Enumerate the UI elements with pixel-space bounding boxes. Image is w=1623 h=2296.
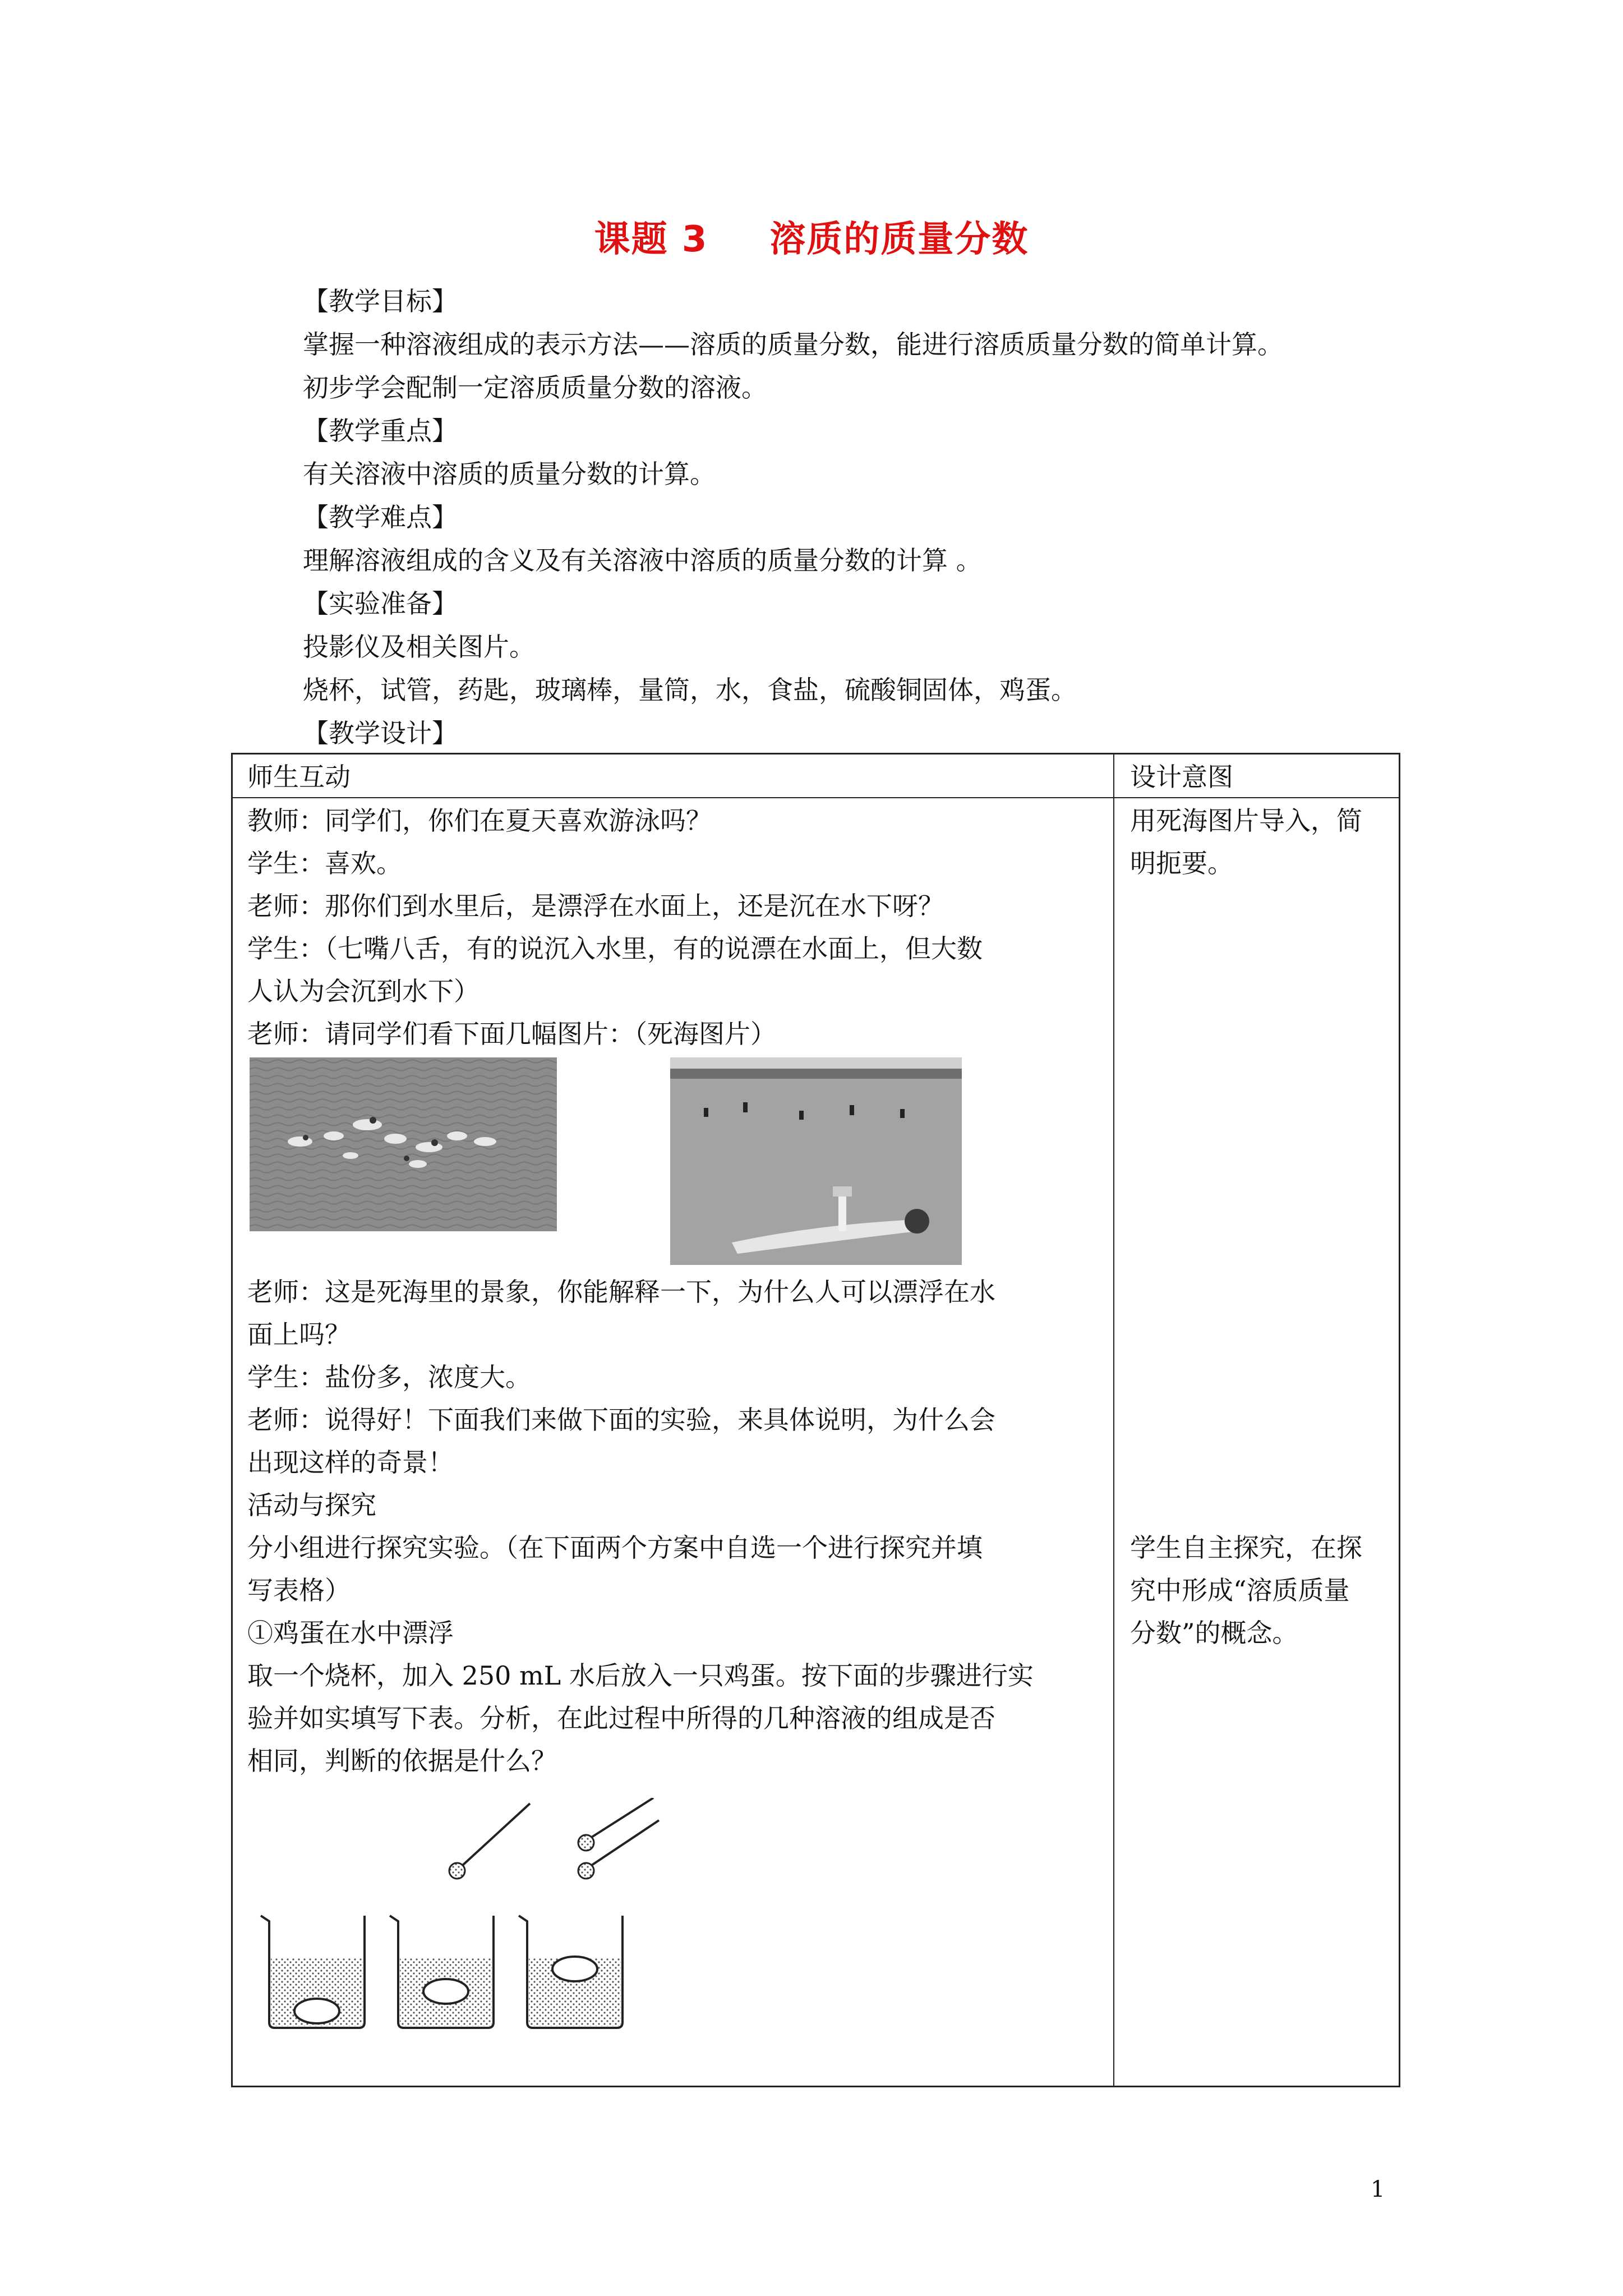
page-title [0, 210, 1623, 262]
dialogue-line: 出现这样的奇景！ [247, 1447, 454, 1478]
experiment-title: ①鸡蛋在水中漂浮 [247, 1618, 454, 1648]
column-header-interaction: 师生互动 [247, 762, 351, 792]
page-number: 1 [1371, 2177, 1385, 2202]
prep-line-1: 投影仪及相关图片。 [303, 632, 535, 662]
dialogue-line: 学生：（七嘴八舌，有的说沉入水里，有的说漂在水面上，但大数 [247, 933, 983, 964]
key-heading: 【教学重点】 [303, 416, 458, 446]
dialogue-line: 人认为会沉到水下） [247, 976, 479, 1006]
difficulty-text: 理解溶液组成的含义及有关溶液中溶质的质量分数的计算 。 [303, 545, 982, 576]
intent-line: 明扼要。 [1130, 848, 1233, 878]
title-number: 课题 3 [594, 219, 708, 260]
difficulty-heading: 【教学难点】 [303, 502, 458, 532]
intent-line: 究中形成“溶质质量 [1130, 1575, 1350, 1605]
dead-sea-photo-1 [250, 1057, 557, 1231]
dialogue-line: 相同，判断的依据是什么？ [247, 1746, 557, 1776]
activity-heading: 活动与探究 [247, 1490, 376, 1520]
objectives-line-2: 初步学会配制一定溶质质量分数的溶液。 [303, 372, 767, 403]
table-column-divider [1113, 754, 1114, 2086]
objectives-heading: 【教学目标】 [303, 286, 458, 316]
egg-beaker-diagram [255, 1798, 681, 2033]
dialogue-line: 老师：那你们到水里后，是漂浮在水面上，还是沉在水下呀？ [247, 891, 944, 921]
design-heading: 【教学设计】 [303, 718, 458, 748]
dialogue-line: 教师：同学们，你们在夏天喜欢游泳吗？ [247, 806, 712, 836]
prep-line-2: 烧杯，试管，药匙，玻璃棒，量筒，水，食盐，硫酸铜固体，鸡蛋。 [303, 675, 1077, 705]
dialogue-line: 老师：这是死海里的景象，你能解释一下，为什么人可以漂浮在水 [247, 1277, 995, 1307]
dialogue-line: 写表格） [247, 1575, 351, 1605]
dead-sea-photo-2 [670, 1057, 962, 1265]
dialogue-line: 面上吗？ [247, 1319, 351, 1350]
title-text: 溶质的质量分数 [769, 219, 1029, 260]
dialogue-line: 分小组进行探究实验。（在下面两个方案中自选一个进行探究并填 [247, 1533, 983, 1563]
objectives-line-1: 掌握一种溶液组成的表示方法——溶质的质量分数，能进行溶质质量分数的简单计算。 [303, 329, 1283, 360]
dialogue-line: 验并如实填写下表。分析，在此过程中所得的几种溶液的组成是否 [247, 1703, 995, 1733]
dialogue-line: 学生：喜欢。 [247, 848, 402, 878]
key-text: 有关溶液中溶质的质量分数的计算。 [303, 459, 716, 489]
dialogue-line: 取一个烧杯，加入 250 mL 水后放入一只鸡蛋。按下面的步骤进行实 [247, 1660, 1034, 1691]
dialogue-line: 学生：盐份多，浓度大。 [247, 1362, 531, 1392]
prep-heading: 【实验准备】 [303, 588, 458, 619]
intent-line: 分数”的概念。 [1130, 1618, 1298, 1648]
dialogue-line: 老师：说得好！下面我们来做下面的实验，来具体说明，为什么会 [247, 1405, 995, 1435]
intent-line: 学生自主探究，在探 [1130, 1533, 1362, 1563]
intent-line: 用死海图片导入，简 [1130, 806, 1362, 836]
lesson-design-table [231, 753, 1400, 2087]
column-header-intent: 设计意图 [1130, 762, 1233, 792]
dialogue-line: 老师：请同学们看下面几幅图片：（死海图片） [247, 1019, 776, 1049]
